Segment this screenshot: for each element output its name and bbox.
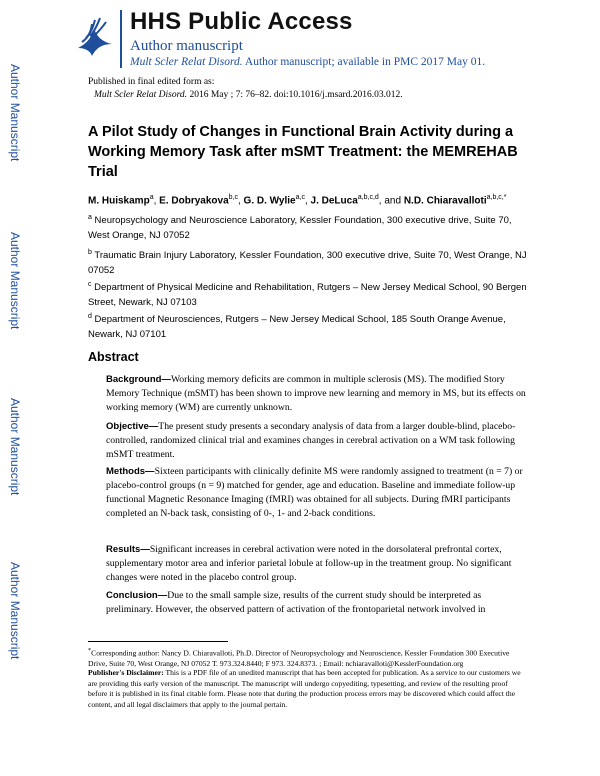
- footnote-rule: [88, 641, 228, 642]
- author-name: M. Huiskamp: [88, 195, 150, 207]
- side-label: Author Manuscript: [8, 232, 22, 330]
- abstract-results: [106, 543, 526, 585]
- affiliation-marker: d: [88, 313, 92, 320]
- author-affil-sup: b,c: [228, 194, 238, 201]
- author-name: E. Dobryakova: [159, 195, 229, 207]
- citation-line: [88, 89, 403, 102]
- availability-journal: Mult Scler Relat Disord.: [130, 56, 243, 68]
- manuscript-label: Author manuscript: [130, 38, 243, 54]
- section-lead: Results—: [106, 544, 150, 555]
- affiliation-marker: b: [88, 249, 92, 256]
- section-text: Working memory deficits are common in multiple sclerosis (MS). The modified Story Memory Technique (mSMT) has been shown to improve new learning and memory in MS, but its effects on working memory (WM) are currently unknown.: [106, 374, 526, 413]
- affiliation-text: Department of Physical Medicine and Rehabilitation, Rutgers – New Jersey Medical School, 90 Bergen Street, Newark, NJ 07103: [88, 282, 527, 309]
- abstract-methods: [106, 465, 526, 521]
- author-conjunction: , and: [378, 195, 404, 207]
- section-lead: Objective—: [106, 421, 159, 432]
- author-name: G. D. Wylie: [243, 195, 296, 207]
- section-text: Significant increases in cerebral activation were noted in the dorsolateral prefrontal cortex, supplementary motor area and inferior parietal lobule at follow-up in the treatment group. No significant changes were noted in the placebo control group.: [106, 544, 512, 583]
- citation-details: 2016 May ; 7: 76–82. doi:10.1016/j.msard.2016.03.012.: [187, 90, 403, 100]
- affiliation: [88, 309, 528, 342]
- affiliation-marker: a: [88, 214, 92, 221]
- section-text: Sixteen participants with clinically definite MS were randomly assigned to treatment (n = 7) or placebo-control groups (n = 9) matched for gender, age and education. Baseline and immediate follow-up functional Magnetic Resonance Imaging (fMRI) was obtained for all subjects. During fMRI participants completed an N-back task, consisting of 0-, 1- and 2-back conditions.: [106, 466, 523, 519]
- published-in-line: Published in final edited form as:: [88, 77, 215, 87]
- publication-info: [88, 76, 403, 102]
- section-text: Due to the small sample size, results of the current study should be interpreted as preliminary. However, the observed pattern of activation of the frontoparietal network involved in: [106, 590, 486, 615]
- availability-line: [130, 56, 485, 68]
- author-list: M. Huiskamp$^a$, E. Dobryakova$^{b,c}$, G. D. Wylie$^{a,c}$, J. DeLuca$^{a,b,c,d}$, and N.D. Chiaravalloti$^{a,b,c,*}$: [88, 194, 507, 207]
- hhs-title: HHS Public Access: [130, 8, 353, 35]
- citation-journal: Mult Scler Relat Disord.: [94, 90, 188, 100]
- section-lead: Methods—: [106, 466, 155, 477]
- author-affil-sup: a: [149, 194, 154, 201]
- availability-text: Author manuscript; available in PMC 2017 May 01.: [242, 56, 486, 68]
- section-lead: Background—: [106, 374, 171, 385]
- abstract-conclusion: [106, 589, 526, 617]
- side-label: Author Manuscript: [8, 398, 22, 496]
- abstract-heading: Abstract: [88, 350, 139, 364]
- hhs-eagle-logo: [72, 14, 116, 62]
- affiliation-text: Department of Neurosciences, Rutgers – New Jersey Medical School, 185 South Orange Avenue, Newark, NJ 07101: [88, 314, 506, 341]
- affiliation-text: Traumatic Brain Injury Laboratory, Kessler Foundation, 300 executive drive, Suite 70, West Orange, NJ 07052: [88, 250, 527, 277]
- paper-title: A Pilot Study of Changes in Functional Brain Activity during a Working Memory Task after mSMT Treatment: the MEMREHAB Trial: [88, 124, 518, 180]
- affiliation-text: Neuropsychology and Neuroscience Laboratory, Kessler Foundation, 300 executive drive, Suite 70, West Orange, NJ 07052: [88, 215, 512, 242]
- corresponding-author-note: *Corresponding author: Nancy D. Chiaravalloti, Ph.D. Director of Neuropsychology and Neuroscience, Kessler Foundation 300 Executive Drive, Suite 70, West Orange, NJ 07052 T. 973.324.8440; F 973. 324.8373. ; Email: nchiaravalloti@KesslerFoundation.org: [88, 647, 510, 669]
- affiliation: [88, 245, 528, 278]
- publisher-disclaimer: [88, 668, 528, 710]
- section-lead: Conclusion—: [106, 590, 168, 601]
- side-label: Author Manuscript: [8, 562, 22, 660]
- affiliation-marker: c: [88, 281, 92, 288]
- side-label: Author Manuscript: [8, 64, 22, 162]
- author-name: N.D. Chiaravalloti: [403, 195, 487, 207]
- disclaimer-lead: Publisher's Disclaimer:: [88, 668, 164, 677]
- corresponding-text: Corresponding author: Nancy D. Chiaravalloti, Ph.D. Director of Neuropsychology and Neuroscience, Kessler Foundation 300 Executive Drive, Suite 70, West Orange, NJ 07052 T. 973.324.8440; F 973. 324.8373. ; Email: nchiaravalloti@KesslerFoundation.org: [88, 648, 510, 669]
- disclaimer-text: This is a PDF file of an unedited manuscript that has been accepted for publication. As a service to our customers we are providing this early version of the manuscript. The manuscript will undergo copyediting, typesetting, and review of the resulting proof before it is published in its final citable form. Please note that during the production process errors may be discovered which could affect the content, and all legal disclaimers that apply to the journal pertain.: [88, 668, 521, 709]
- author-affil-sup: a,b,c,d: [357, 194, 379, 201]
- section-text: The present study presents a secondary analysis of data from a larger double-blind, placebo-controlled, randomized clinical trial and examines changes in cerebral activation on a WM task following mSMT treatment.: [106, 421, 516, 460]
- author-affil-sup: a,b,c,*: [486, 194, 507, 201]
- author-name: J. DeLuca: [310, 195, 358, 207]
- header-divider: [120, 10, 122, 68]
- abstract-objective: [106, 420, 526, 462]
- abstract-background: [106, 373, 526, 415]
- affiliation: [88, 277, 528, 310]
- author-affil-sup: a,c: [295, 194, 305, 201]
- affiliation: [88, 210, 528, 243]
